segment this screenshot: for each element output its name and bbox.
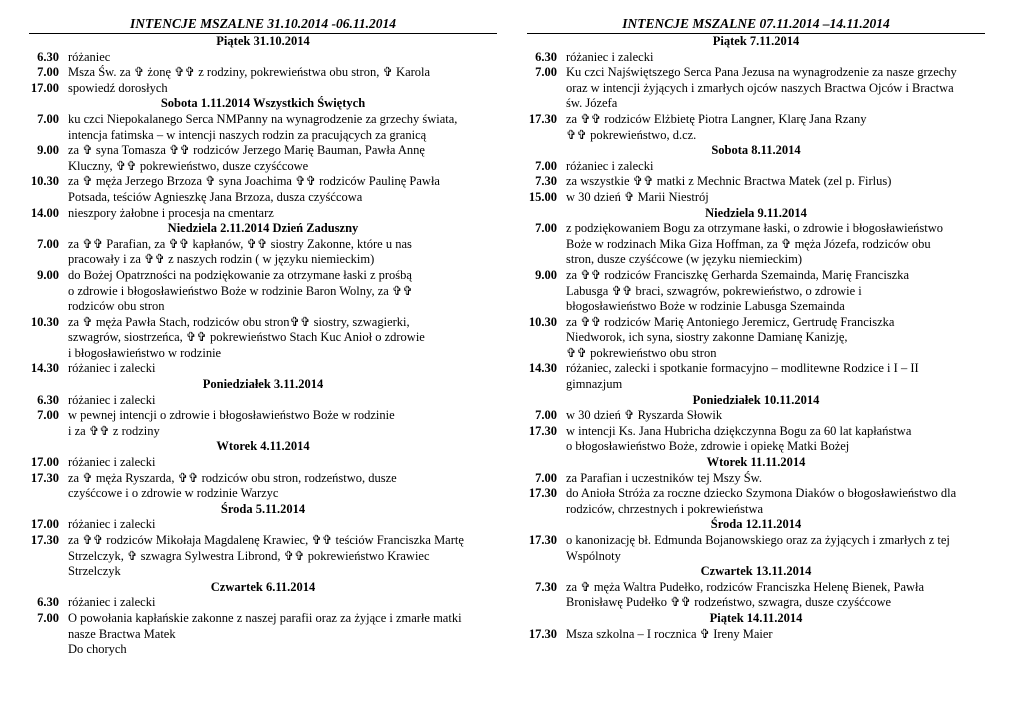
- mass-time: 15.00: [528, 189, 557, 204]
- intention-entry: [527, 159, 985, 175]
- intention-line: różaniec: [68, 49, 111, 64]
- intention-entry: [527, 580, 985, 611]
- intention-text: [68, 455, 497, 471]
- intention-entry: [527, 50, 985, 66]
- intention-line: różaniec i zalecki: [68, 455, 156, 470]
- intention-entry: [29, 517, 497, 533]
- day-heading: Piątek 31.10.2014: [216, 34, 310, 48]
- mass-time: 17.00: [30, 80, 59, 95]
- intention-line: różaniec i zalecki: [566, 158, 654, 173]
- intention-text: [566, 424, 985, 455]
- intention-entry: [29, 471, 497, 502]
- intention-line: rodziców obu stron: [68, 299, 165, 314]
- intention-text: [68, 361, 497, 377]
- intention-entry: [527, 65, 985, 112]
- intention-line: błogosławieństwo Boże w rodzinie Labusga Szemainda: [566, 299, 845, 314]
- intention-line: Bronisławę Pudełko ✞✞ rodzeństwo, szwagra, dusze czyśćcowe: [566, 595, 892, 610]
- mass-time: 7.00: [535, 221, 557, 236]
- intention-line: czyśćcowe i o zdrowie w rodzinie Warzyc: [68, 486, 279, 501]
- mass-time: 9.00: [37, 267, 59, 282]
- day-heading: Poniedziałek 3.11.2014: [202, 377, 324, 392]
- intention-entry: [29, 533, 497, 580]
- intention-line: stron, dusze czyśćcowe (w języku niemieckim): [566, 252, 803, 267]
- intention-entry: [29, 206, 497, 222]
- intention-entry: [527, 190, 985, 206]
- intention-text: [68, 315, 497, 362]
- intention-text: [566, 408, 985, 424]
- intention-line: różaniec i zalecki: [68, 361, 156, 376]
- intention-text: [566, 471, 985, 487]
- mass-time: 6.30: [37, 49, 59, 64]
- intention-line: za ✞✞ rodziców Elżbietę Piotra Langner, Klarę Jana Rzany: [566, 111, 867, 126]
- intention-entry: [527, 361, 985, 392]
- intention-entry: [29, 595, 497, 611]
- mass-time: 7.00: [37, 111, 59, 126]
- intention-line: Do chorych: [68, 642, 127, 657]
- intention-entry: [527, 174, 985, 190]
- intention-text: [68, 237, 497, 268]
- intention-line: w intencji Ks. Jana Hubricha dziękczynna Bogu za 60 lat kapłaństwa: [566, 423, 912, 438]
- intention-entry: [29, 361, 497, 377]
- intention-line: w pewnej intencji o zdrowie i błogosławieństwo Boże w rodzinie: [68, 408, 395, 423]
- intention-line: rodziców, chrzestnych i pokrewieństwa: [566, 501, 764, 516]
- intention-line: Ku czci Najświętszego Serca Pana Jezusa na wynagrodzenie za nasze grzechy: [566, 65, 957, 80]
- intention-entry: [527, 221, 985, 268]
- intention-text: [68, 65, 497, 81]
- mass-time: 7.30: [535, 174, 557, 189]
- intention-line: szwagrów, siostrzeńca, ✞✞ pokrewieństwo Stach Kuc Anioł o zdrowie: [68, 330, 425, 345]
- intention-line: różaniec i zalecki: [68, 595, 156, 610]
- intention-text: [68, 408, 497, 439]
- intention-line: za wszystkie ✞✞ matki z Mechnic Bractwa Matek (zel p. Firlus): [566, 174, 892, 189]
- intention-entry: [29, 315, 497, 362]
- intention-entry: [527, 486, 985, 517]
- intention-text: [68, 50, 497, 66]
- intention-entry: [29, 112, 497, 143]
- intention-line: o zdrowie i błogosławieństwo Boże w rodzinie Baron Wolny, za ✞✞: [68, 283, 413, 298]
- day-heading: Wtorek 11.11.2014: [706, 455, 806, 470]
- intention-line: za ✞ męża Ryszarda, ✞✞ rodziców obu stron, rodzeństwo, dusze: [68, 470, 397, 485]
- intention-entry: [527, 268, 985, 315]
- intention-line: ✞✞ pokrewieństwo obu stron: [566, 345, 717, 360]
- day-heading: Piątek 7.11.2014: [712, 34, 800, 48]
- intention-text: [566, 580, 985, 611]
- intention-text: [566, 627, 985, 643]
- intention-line: O powołania kapłańskie zakonne z naszej parafii oraz za żyjące i zmarłe matki: [68, 610, 462, 625]
- mass-time: 17.30: [528, 111, 557, 126]
- intention-text: [566, 50, 985, 66]
- intention-text: [566, 159, 985, 175]
- intention-line: Niedworok, ich syna, siostry zakonne Damianę Kanizję,: [566, 330, 848, 345]
- intention-entry: [29, 268, 497, 315]
- mass-time: 17.00: [30, 455, 59, 470]
- mass-time: 6.30: [37, 595, 59, 610]
- intention-line: gimnazjum: [566, 377, 623, 392]
- intention-text: [566, 533, 985, 564]
- intention-entry: [29, 174, 497, 205]
- intention-line: Wspólnoty: [566, 548, 621, 563]
- intention-line: ku czci Niepokalanego Serca NMPanny na wynagrodzenie za grzechy świata,: [68, 111, 458, 126]
- intentions-list: [527, 34, 985, 642]
- intention-entry: [29, 143, 497, 174]
- mass-time: 17.30: [528, 486, 557, 501]
- intention-line: w 30 dzień ✞ Ryszarda Słowik: [566, 408, 723, 423]
- day-heading: Środa 12.11.2014: [710, 517, 802, 532]
- intention-line: różaniec i zalecki: [566, 49, 654, 64]
- mass-time: 7.00: [535, 470, 557, 485]
- intention-line: o kanonizację bł. Edmunda Bojanowskiego oraz za żyjących i zmarłych z tej: [566, 533, 950, 547]
- intention-line: za ✞✞ rodziców Marię Antoniego Jeremicz, Gertrudę Franciszka: [566, 314, 895, 329]
- intention-entry: [29, 50, 497, 66]
- intention-line: za Parafian i uczestników tej Mszy Św.: [566, 470, 763, 485]
- intention-entry: [29, 455, 497, 471]
- intention-line: z podziękowaniem Bogu za otrzymane łaski, o zdrowie i błogosławieństwo: [566, 221, 943, 236]
- mass-time: 10.30: [30, 314, 59, 329]
- intention-text: [68, 471, 497, 502]
- intention-line: nasze Bractwa Matek: [68, 626, 176, 641]
- intention-line: Strzelczyk: [68, 564, 121, 579]
- intention-line: za ✞ męża Jerzego Brzoza ✞ syna Joachima ✞✞ rodziców Paulinę Pawła: [68, 174, 440, 189]
- intention-entry: [527, 112, 985, 143]
- intention-text: [566, 486, 985, 517]
- intention-entry: [29, 237, 497, 268]
- intention-line: za ✞✞ rodziców Mikołaja Magdalenę Krawiec, ✞✞ teściów Franciszka Martę: [68, 533, 464, 547]
- intention-line: za ✞ męża Pawła Stach, rodziców obu stron✞✞ siostry, szwagierki,: [68, 314, 410, 329]
- day-heading: Czwartek 6.11.2014: [210, 579, 316, 594]
- intention-line: o błogosławieństwo Boże, zdrowie i opiekę Matki Bożej: [566, 439, 850, 454]
- intention-line: różaniec i zalecki: [68, 392, 156, 407]
- intention-line: ✞✞ pokrewieństwo, d.cz.: [566, 127, 697, 142]
- column-title: INTENCJE MSZALNE 07.11.2014 –14.11.2014: [527, 14, 985, 34]
- mass-time: 6.30: [535, 49, 557, 64]
- intention-line: różaniec, zalecki i spotkanie formacyjno – modlitewne Rodzice i I – II: [566, 361, 919, 376]
- column-title: INTENCJE MSZALNE 31.10.2014 -06.11.2014: [29, 14, 497, 34]
- intention-text: [566, 112, 985, 143]
- intention-line: Msza Św. za ✞ żonę ✞✞ z rodziny, pokrewieństwa obu stron, ✞ Karola: [68, 65, 431, 80]
- intentions-column-left: [29, 14, 497, 658]
- intention-line: intencja fatimska – w intencji naszych rodzin za pracujących za granicą: [68, 127, 427, 142]
- day-heading: Sobota 8.11.2014: [711, 143, 801, 158]
- intention-text: [566, 174, 985, 190]
- intention-entry: [29, 65, 497, 81]
- intention-line: za ✞ męża Waltra Pudełko, rodziców Franciszka Helenę Bienek, Pawła: [566, 579, 925, 594]
- mass-time: 14.30: [30, 361, 59, 376]
- intention-text: [566, 190, 985, 206]
- intention-entry: [527, 315, 985, 362]
- day-heading: Piątek 14.11.2014: [709, 610, 803, 625]
- intention-line: różaniec i zalecki: [68, 517, 156, 532]
- intention-text: [68, 517, 497, 533]
- intention-entry: [527, 424, 985, 455]
- intention-text: [566, 65, 985, 112]
- intention-line: w 30 dzień ✞ Marii Niestrój: [566, 189, 709, 204]
- mass-time: 7.00: [535, 158, 557, 173]
- intention-entry: [527, 627, 985, 643]
- day-heading: Poniedziałek 10.11.2014: [692, 392, 820, 407]
- intention-line: spowiedź dorosłych: [68, 80, 168, 95]
- intention-text: [68, 81, 497, 97]
- intention-line: Msza szkolna – I rocznica ✞ Ireny Maier: [566, 626, 773, 641]
- intention-entry: [29, 408, 497, 439]
- intention-text: [566, 315, 985, 362]
- mass-time: 7.00: [37, 610, 59, 625]
- day-heading: Niedziela 2.11.2014 Dzień Zaduszny: [167, 221, 359, 236]
- mass-time: 7.00: [535, 65, 557, 80]
- intention-entry: [29, 393, 497, 409]
- intention-text: [68, 393, 497, 409]
- intention-line: i błogosławieństwo w rodzinie: [68, 345, 222, 360]
- mass-time: 17.30: [528, 533, 557, 547]
- intention-line: Boże w rodzinach Mika Giza Hoffman, za ✞ męża Józefa, rodziców obu: [566, 236, 931, 251]
- day-heading: Środa 5.11.2014: [220, 501, 306, 516]
- intention-text: [68, 174, 497, 205]
- mass-time: 17.30: [30, 470, 59, 485]
- mass-time: 10.30: [30, 174, 59, 189]
- mass-time: 7.00: [37, 236, 59, 251]
- intention-text: [68, 206, 497, 222]
- mass-time: 6.30: [37, 392, 59, 407]
- intention-line: za ✞✞ Parafian, za ✞✞ kapłanów, ✞✞ siostry Zakonne, które u nas: [68, 236, 412, 251]
- intention-text: [68, 143, 497, 174]
- intention-text: [68, 268, 497, 315]
- intention-line: pracowały i za ✞✞ z naszych rodzin ( w języku niemieckim): [68, 252, 375, 267]
- intentions-column-right: [527, 14, 985, 642]
- intention-entry: [527, 533, 985, 564]
- intention-line: za ✞✞ rodziców Franciszkę Gerharda Szemainda, Marię Franciszka: [566, 267, 910, 282]
- intention-text: [566, 221, 985, 268]
- mass-time: 17.30: [528, 423, 557, 438]
- intention-line: Potsada, teściów Agnieszkę Jana Brzoza, dusza czyśćcowa: [68, 189, 363, 204]
- mass-time: 17.30: [528, 626, 557, 641]
- intention-line: nieszpory żałobne i procesja na cmentarz: [68, 205, 274, 220]
- intention-text: [68, 595, 497, 611]
- mass-time: 9.00: [535, 267, 557, 282]
- mass-time: 7.30: [535, 579, 557, 594]
- mass-time: 14.30: [528, 361, 557, 376]
- intention-text: [68, 611, 497, 658]
- intention-entry: [29, 611, 497, 658]
- intention-line: św. Józefa: [566, 96, 618, 111]
- intention-entry: [29, 81, 497, 97]
- mass-time: 17.30: [30, 533, 59, 547]
- mass-time: 7.00: [535, 408, 557, 423]
- intention-line: Labusga ✞✞ braci, szwagrów, pokrewieństwo, o zdrowie i: [566, 283, 862, 298]
- intentions-list: [29, 34, 497, 658]
- mass-time: 10.30: [528, 314, 557, 329]
- intention-line: Strzelczyk, ✞ szwagra Sylwestra Librond, ✞✞ pokrewieństwo Krawiec: [68, 548, 430, 563]
- intention-entry: [527, 471, 985, 487]
- intention-line: i za ✞✞ z rodziny: [68, 423, 160, 438]
- mass-time: 17.00: [30, 517, 59, 532]
- mass-time: 14.00: [30, 205, 59, 220]
- intention-text: [68, 112, 497, 143]
- intention-line: do Bożej Opatrzności na podziękowanie za otrzymane łaski z prośbą: [68, 267, 412, 282]
- intention-text: [68, 533, 497, 580]
- intention-line: Kluczny, ✞✞ pokrewieństwo, dusze czyśćcowe: [68, 158, 309, 173]
- intention-text: [566, 268, 985, 315]
- intention-text: [566, 361, 985, 392]
- intention-entry: [527, 408, 985, 424]
- mass-time: 9.00: [37, 143, 59, 158]
- intention-line: za ✞ syna Tomasza ✞✞ rodziców Jerzego Marię Bauman, Pawła Annę: [68, 143, 425, 158]
- mass-time: 7.00: [37, 65, 59, 80]
- mass-time: 7.00: [37, 408, 59, 423]
- day-heading: Wtorek 4.11.2014: [216, 439, 310, 454]
- day-heading: Czwartek 13.11.2014: [700, 564, 812, 579]
- day-heading: Niedziela 9.11.2014: [705, 205, 807, 220]
- intention-line: do Anioła Stróża za roczne dziecko Szymona Diaków o błogosławieństwo dla: [566, 486, 957, 501]
- day-heading: Sobota 1.11.2014 Wszystkich Świętych: [160, 96, 366, 111]
- intention-line: oraz w intencji żyjących i zmarłych ojców naszych Bractwa Ojców i Bractwa: [566, 80, 954, 95]
